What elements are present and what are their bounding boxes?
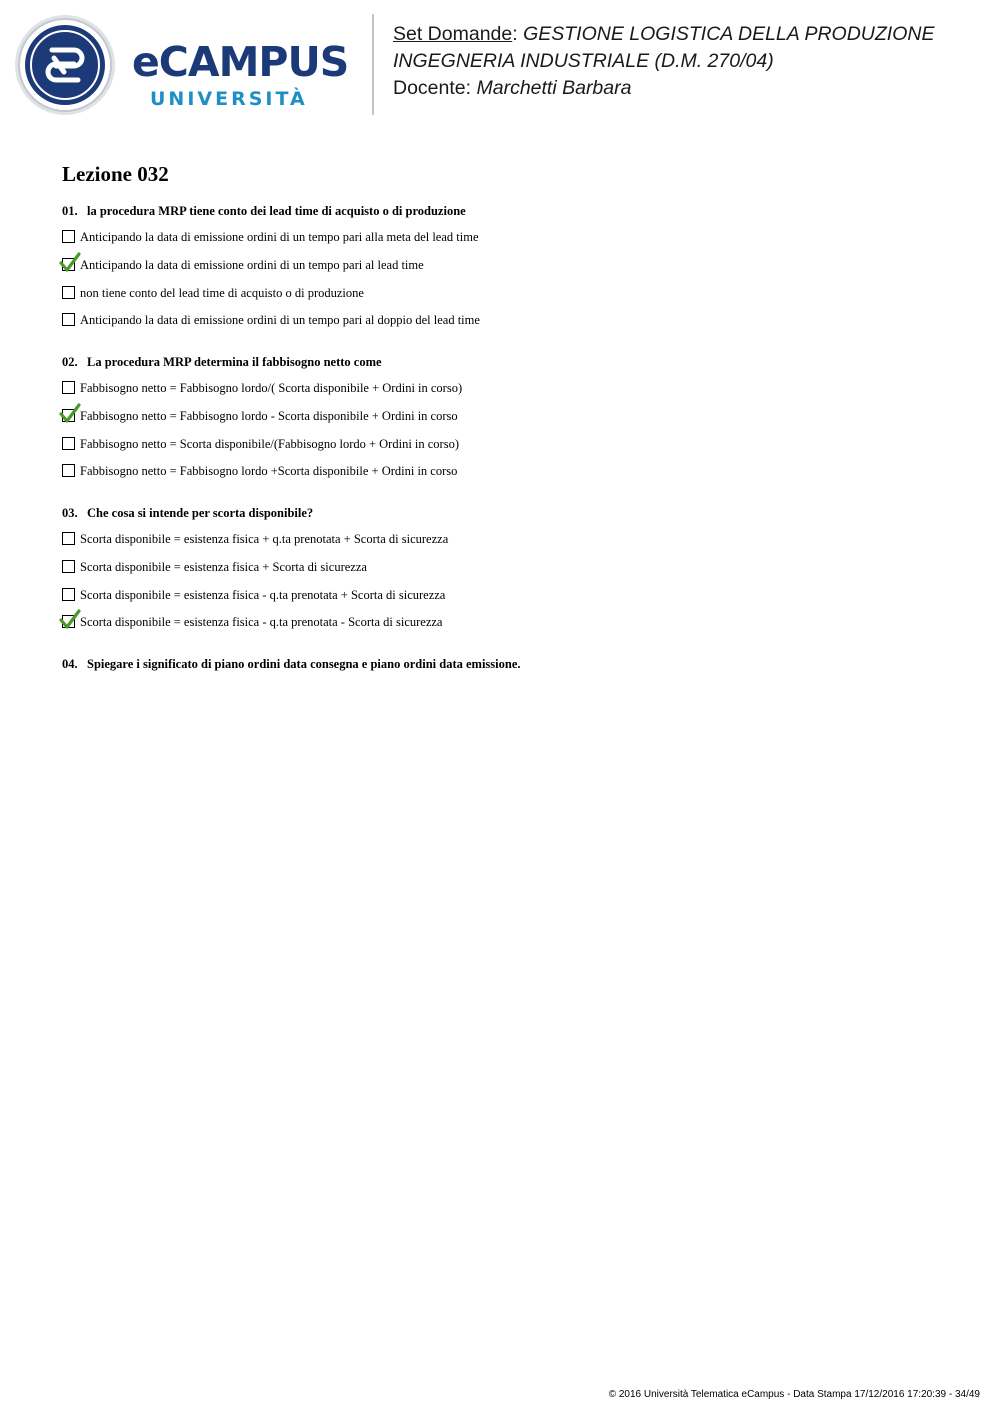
logo-wordmark: eCAMPUS	[132, 38, 349, 86]
answer-text: Scorta disponibile = esistenza fisica - q.ta prenotata + Scorta di sicurezza	[80, 588, 446, 602]
docente-line: Docente: Marchetti Barbara	[393, 77, 632, 99]
ecampus-logo	[14, 14, 364, 116]
page-footer: © 2016 Università Telematica eCampus - Data Stampa 17/12/2016 17:20:39 - 34/49	[608, 1389, 980, 1400]
set-label: Set Domande	[393, 23, 513, 45]
checkmark-icon	[59, 402, 81, 424]
question-03	[62, 505, 313, 521]
checkbox[interactable]	[62, 588, 75, 601]
checkbox[interactable]	[62, 286, 75, 299]
lesson-title: Lezione 032	[62, 162, 169, 186]
checkbox[interactable]	[62, 437, 75, 450]
answer-text: Scorta disponibile = esistenza fisica + Scorta di sicurezza	[80, 560, 367, 574]
checkmark-icon	[59, 608, 81, 630]
answer-text: Fabbisogno netto = Scorta disponibile/(Fabbisogno lordo + Ordini in corso)	[80, 437, 459, 451]
set-title-line1: GESTIONE LOGISTICA DELLA PRODUZIONE	[523, 23, 935, 45]
question-text: la procedura MRP tiene conto dei lead time di acquisto o di produzione	[87, 204, 466, 218]
set-line-2	[393, 48, 934, 75]
answer-text: Fabbisogno netto = Fabbisogno lordo - Scorta disponibile + Ordini in corso	[80, 409, 458, 423]
set-title-line2: INGEGNERIA INDUSTRIALE (D.M. 270/04)	[393, 50, 774, 72]
docente-name: Marchetti Barbara	[476, 77, 632, 99]
question-number: 02.	[62, 355, 78, 369]
checkbox[interactable]	[62, 464, 75, 477]
university-seal-icon	[14, 14, 116, 116]
answer-text: Fabbisogno netto = Fabbisogno lordo +Scorta disponibile + Ordini in corso	[80, 464, 458, 478]
answer-text: Anticipando la data di emissione ordini di un tempo pari alla meta del lead time	[80, 230, 479, 244]
answer-text: Anticipando la data di emissione ordini di un tempo pari al lead time	[80, 258, 424, 272]
set-line: Set Domande: GESTIONE LOGISTICA DELLA PRODUZIONE	[393, 23, 935, 45]
answer-text: Scorta disponibile = esistenza fisica - q.ta prenotata - Scorta di sicurezza	[80, 615, 443, 629]
checkbox[interactable]	[62, 381, 75, 394]
checkbox[interactable]	[62, 532, 75, 545]
question-number: 03.	[62, 506, 78, 520]
question-text: Spiegare i significato di piano ordini data consegna e piano ordini data emissione.	[87, 657, 521, 671]
header-divider	[372, 14, 374, 115]
docente-label: Docente	[393, 77, 466, 99]
logo-subtitle: UNIVERSITÀ	[150, 88, 308, 110]
answer-text: Fabbisogno netto = Fabbisogno lordo/( Scorta disponibile + Ordini in corso)	[80, 381, 463, 395]
question-number: 01.	[62, 204, 78, 218]
checkbox[interactable]	[62, 560, 75, 573]
answer-text: non tiene conto del lead time di acquisto o di produzione	[80, 286, 364, 300]
question-text: La procedura MRP determina il fabbisogno netto come	[87, 355, 382, 369]
question-02	[62, 354, 382, 370]
question-01	[62, 203, 466, 219]
answer-text: Anticipando la data di emissione ordini di un tempo pari al doppio del lead time	[80, 313, 480, 327]
answer-text: Scorta disponibile = esistenza fisica + q.ta prenotata + Scorta di sicurezza	[80, 532, 449, 546]
question-text: Che cosa si intende per scorta disponibile?	[87, 506, 314, 520]
checkbox[interactable]	[62, 313, 75, 326]
question-04	[62, 656, 521, 672]
header-info	[393, 21, 934, 102]
checkbox[interactable]	[62, 230, 75, 243]
question-number: 04.	[62, 657, 78, 671]
checkmark-icon	[59, 251, 81, 273]
